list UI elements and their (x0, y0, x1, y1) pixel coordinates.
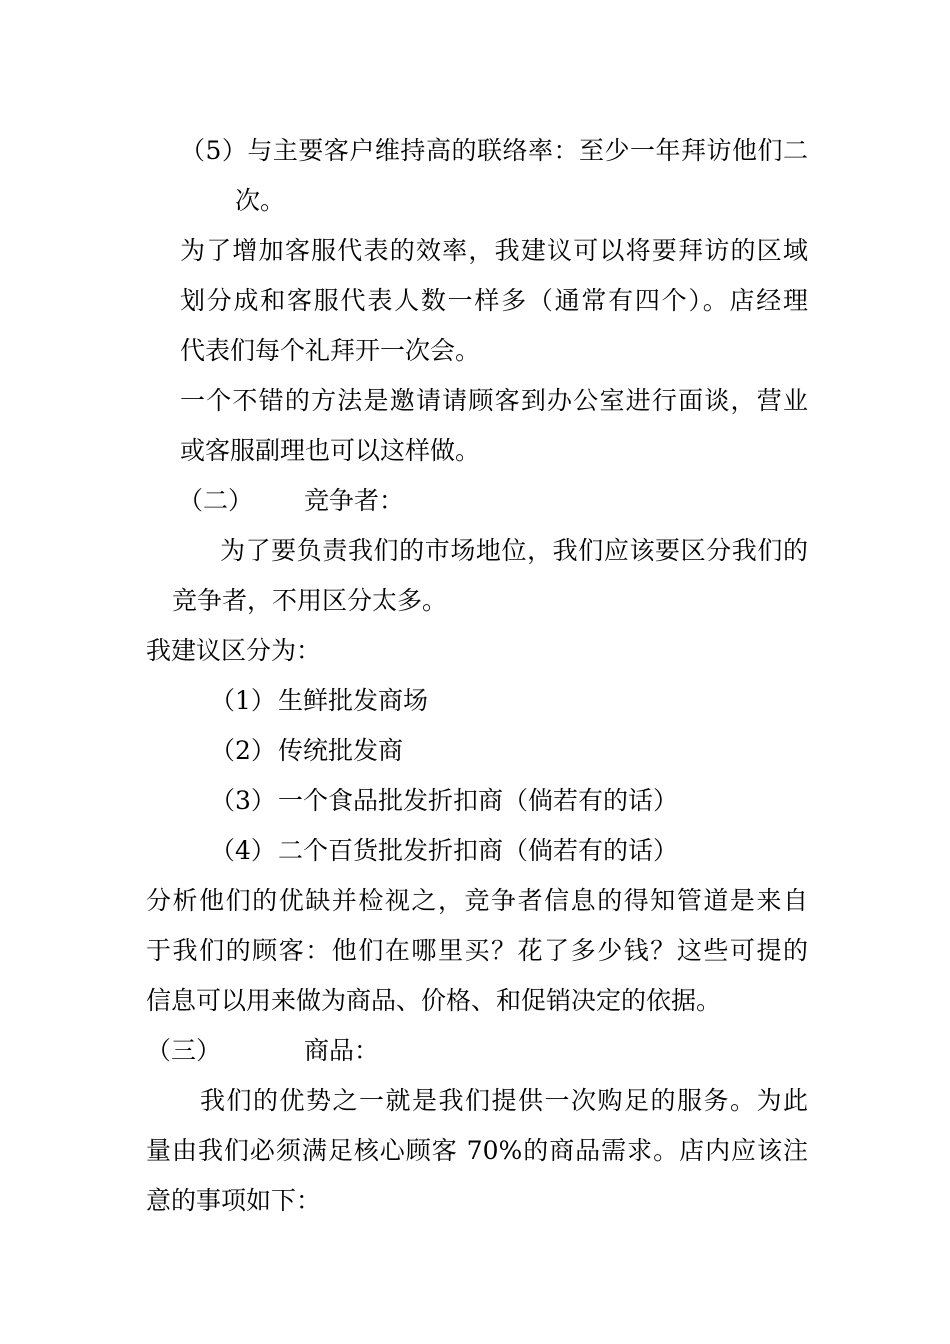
paragraph-line: 一个不错的方法是邀请请顾客到办公室进行面谈，营业 (180, 386, 808, 415)
section-title: 商品： (304, 1036, 380, 1065)
paragraph-line: 分析他们的优缺并检视之，竞争者信息的得知管道是来自 (146, 886, 808, 915)
section-number: （三） (146, 1036, 222, 1065)
paragraph-line: 我建议区分为： (146, 636, 322, 665)
list-item-number: （1） (210, 686, 276, 715)
list-item (210, 686, 428, 716)
paragraph-line: 信息可以用来做为商品、价格、和促销决定的依据。 (146, 986, 722, 1015)
list-item-text: 一个食品批发折扣商（倘若有的话） (278, 786, 679, 815)
paragraph-line: 为了要负责我们的市场地位，我们应该要区分我们的 (220, 536, 808, 565)
list-item (210, 836, 678, 866)
list-item (210, 786, 678, 816)
section-heading-3 (146, 1036, 379, 1066)
list-item-number: （2） (210, 736, 276, 765)
paragraph-line: 量由我们必须满足核心顾客 70%的商品需求。店内应该注 (146, 1136, 808, 1165)
list-item-number: （4） (210, 836, 276, 865)
paragraph-line: 我们的优势之一就是我们提供一次购足的服务。为此 (200, 1086, 808, 1115)
list-item-number: （3） (210, 786, 276, 815)
section-title: 竞争者： (304, 486, 405, 515)
section-number: （二） (178, 486, 254, 515)
list-item-text: 传统批发商 (278, 736, 404, 765)
list-item-text: 二个百货批发折扣商（倘若有的话） (278, 836, 679, 865)
section-heading-2 (178, 486, 404, 516)
paragraph-line: 划分成和客服代表人数一样多（通常有四个）。店经理 (180, 286, 808, 315)
list-item (210, 736, 403, 766)
paragraph-line: 为了增加客服代表的效率，我建议可以将要拜访的区域 (180, 236, 808, 265)
paragraph-line: 代表们每个礼拜开一次会。 (180, 336, 481, 365)
paragraph-line: 或客服副理也可以这样做。 (180, 436, 481, 465)
paragraph-line: （5）与主要客户维持高的联络率：至少一年拜访他们二 (180, 136, 808, 165)
paragraph-line: 竞争者，不用区分太多。 (172, 586, 448, 615)
paragraph-line: 意的事项如下： (146, 1186, 322, 1215)
list-item-text: 生鲜批发商场 (278, 686, 429, 715)
paragraph-line: 次。 (235, 186, 286, 215)
paragraph-line: 于我们的顾客：他们在哪里买？花了多少钱？这些可提的 (146, 936, 808, 965)
